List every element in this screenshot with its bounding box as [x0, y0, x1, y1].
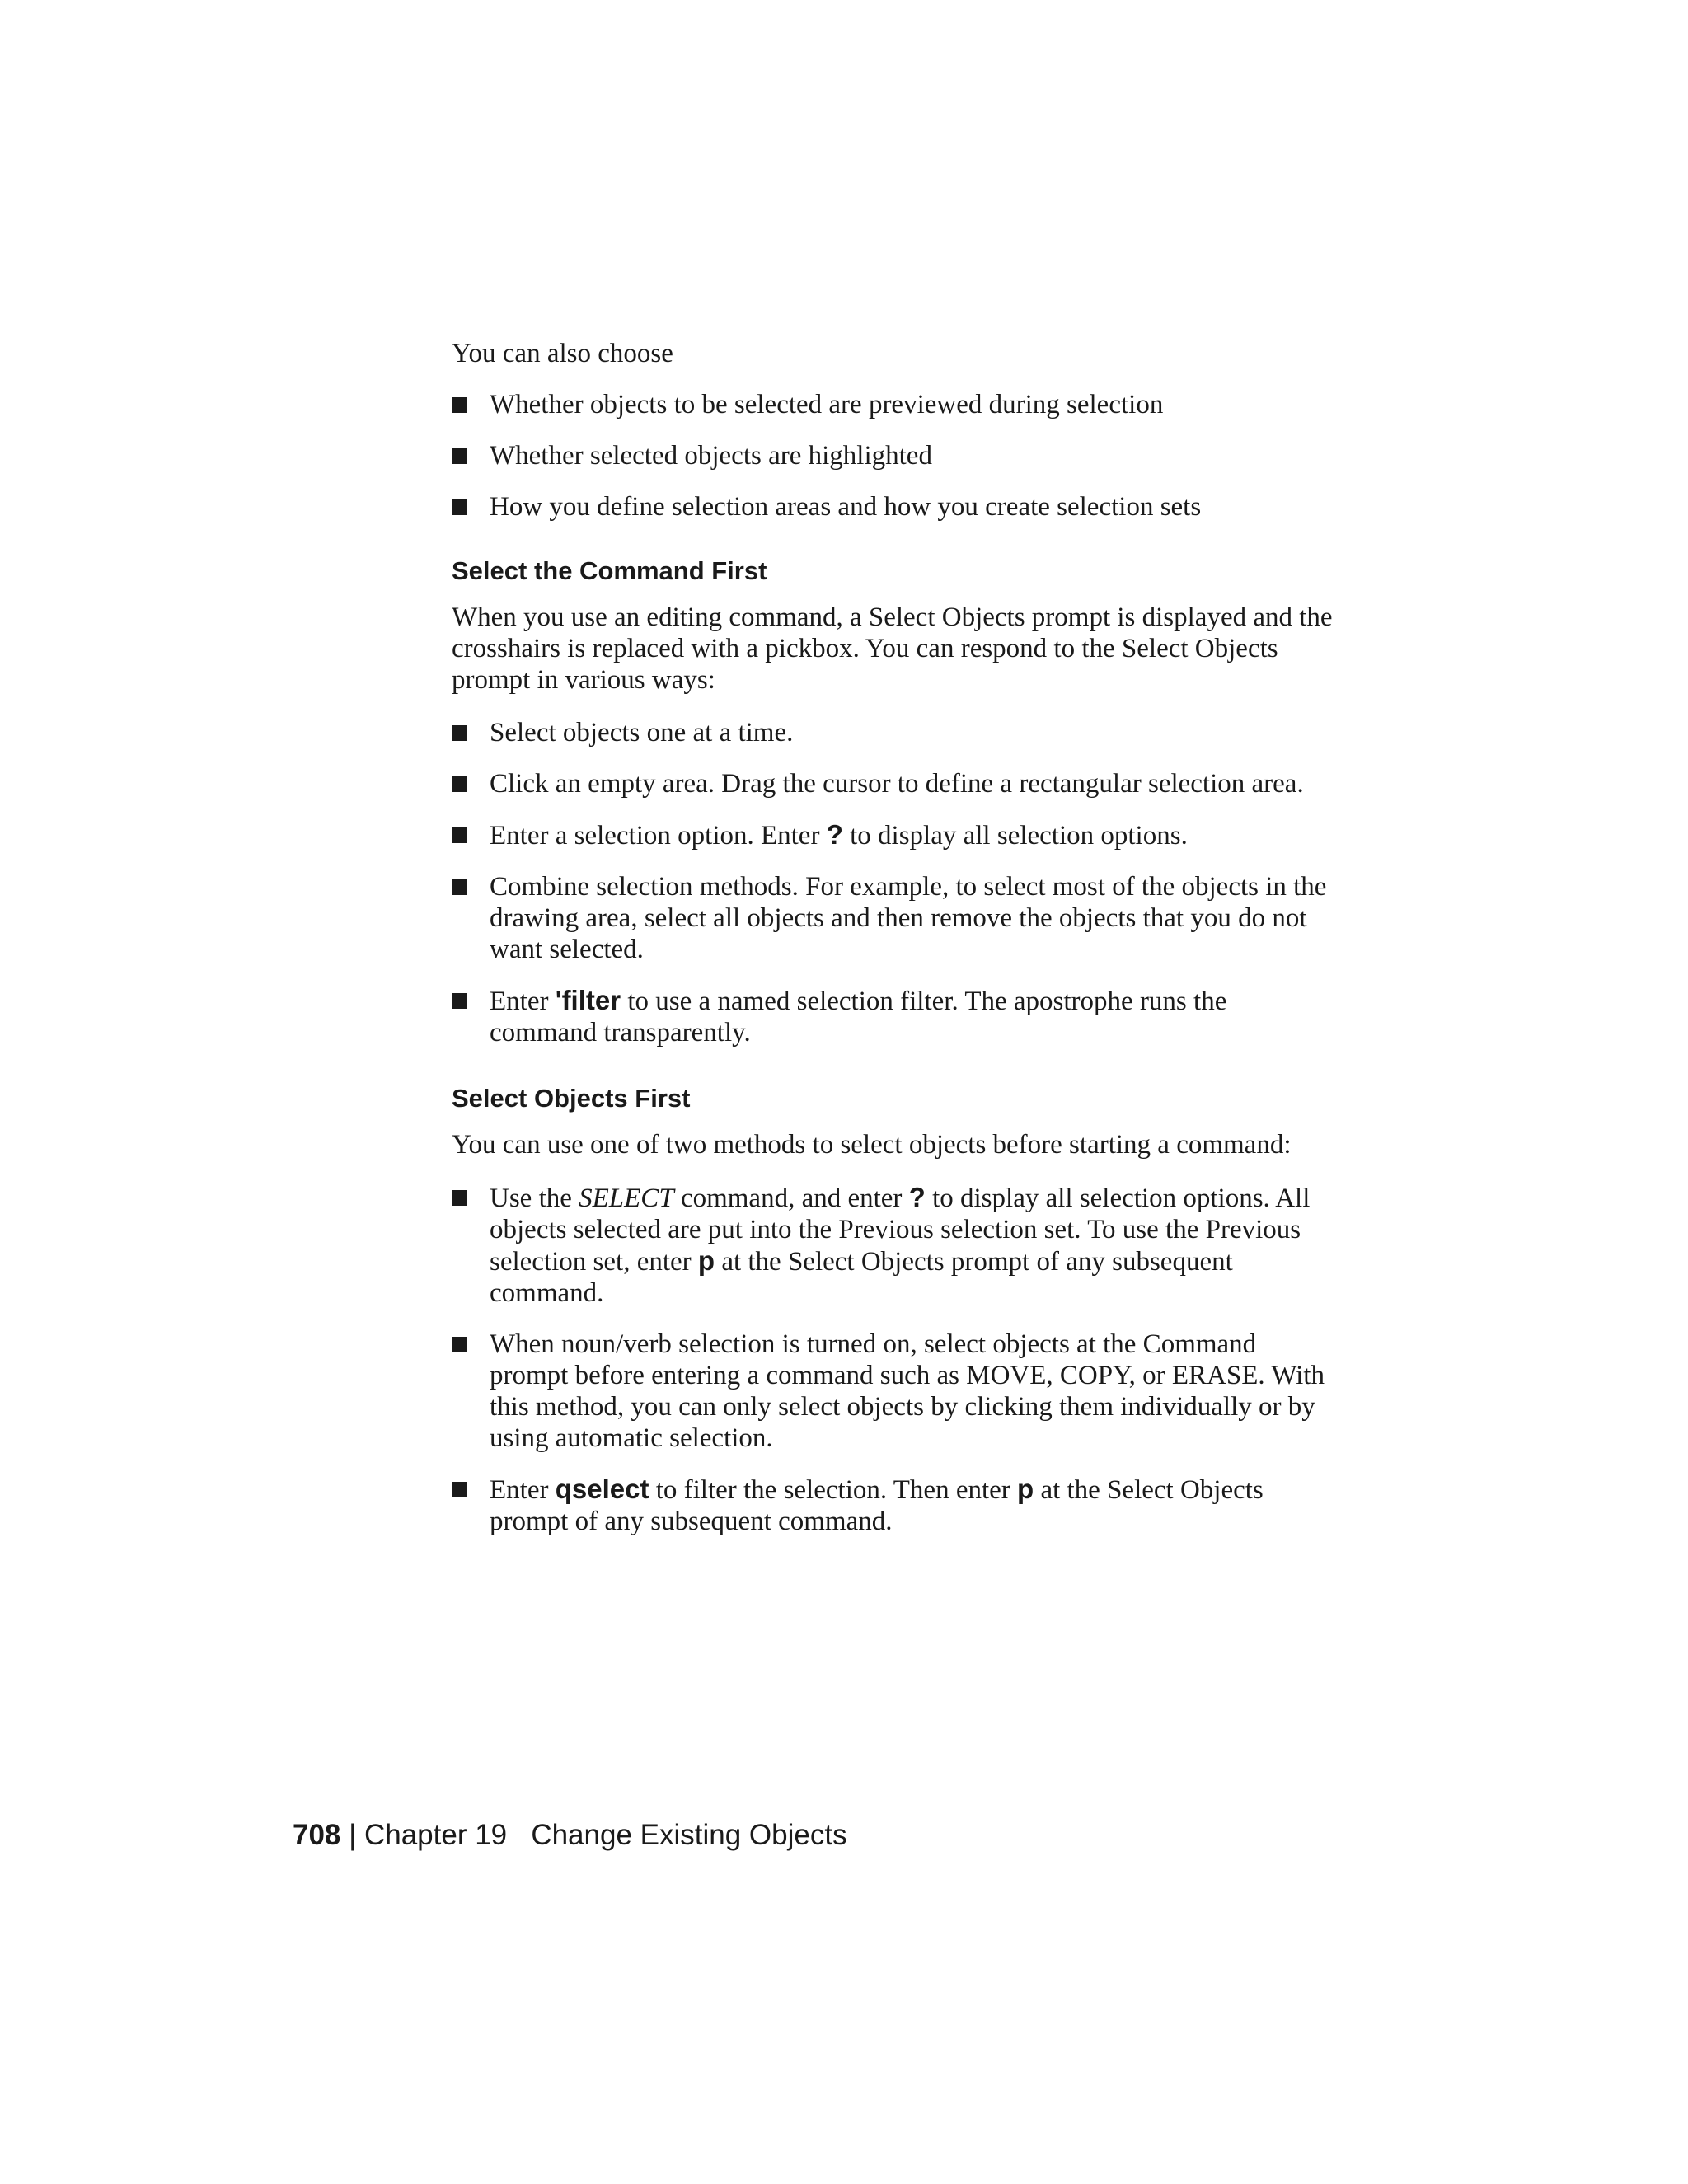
- command-name: SELECT: [579, 1183, 674, 1213]
- list-item-text: How you define selection areas and how you create selection sets: [490, 492, 1202, 522]
- footer-gap: [507, 1819, 531, 1851]
- list-item: [452, 768, 1334, 799]
- chapter-title: Change Existing Objects: [531, 1819, 847, 1851]
- list-item-text: at the Select Objects prompt of any subsequent command.: [490, 1247, 1233, 1308]
- section-heading-command-first: Select the Command First: [452, 556, 767, 585]
- square-bullet-icon: [452, 1337, 467, 1352]
- keyword: p: [1017, 1474, 1034, 1504]
- page-number: 708: [293, 1819, 341, 1851]
- square-bullet-icon: [452, 499, 467, 515]
- choose-list: [452, 389, 1334, 523]
- keyword: qselect: [555, 1474, 649, 1504]
- footer-separator: |: [340, 1819, 364, 1851]
- square-bullet-icon: [452, 1482, 467, 1497]
- list-item-text: Use the: [490, 1183, 579, 1213]
- section-body-objects-first: You can use one of two methods to select objects before starting a command:: [452, 1130, 1292, 1160]
- square-bullet-icon: [452, 725, 467, 741]
- square-bullet-icon: [452, 776, 467, 792]
- list-item-text: Enter: [490, 987, 556, 1016]
- square-bullet-icon: [452, 1190, 467, 1206]
- intro-text: You can also choose: [452, 339, 673, 368]
- list-item-text: Combine selection methods. For example, to select most of the objects in the drawing area, select all objects and then remove the objects that you do not want selected.: [490, 872, 1327, 964]
- list-item: [452, 491, 1334, 523]
- list-item: [452, 1182, 1334, 1309]
- list-item-text: to display all selection options. All objects selected are put into the Previous selection set. To use the Previous selection set, enter: [490, 1183, 1311, 1277]
- square-bullet-icon: [452, 397, 467, 413]
- list-item-text: command, and enter: [673, 1183, 909, 1213]
- section-body-command-first: When you use an editing command, a Select Objects prompt is displayed and the crosshairs is replaced with a pickbox. You can respond to the Select Objects prompt in various ways:: [452, 602, 1333, 695]
- square-bullet-icon: [452, 827, 467, 843]
- list-item-text: Select objects one at a time.: [490, 718, 794, 748]
- list-item-text: Whether selected objects are highlighted: [490, 441, 932, 471]
- square-bullet-icon: [452, 448, 467, 464]
- keyword: ?: [908, 1182, 926, 1212]
- list-item-text: Click an empty area. Drag the cursor to define a rectangular selection area.: [490, 769, 1304, 799]
- list-item-text: to filter the selection. Then enter: [649, 1475, 1018, 1505]
- list-item: [452, 819, 1334, 851]
- square-bullet-icon: [452, 993, 467, 1009]
- list-item: [452, 389, 1334, 420]
- page-content: [452, 338, 1334, 1557]
- list-item-text: to use a named selection filter. The apostrophe runs the command transparently.: [490, 987, 1227, 1047]
- list-item-text: Enter: [490, 1475, 556, 1505]
- list-item: [452, 440, 1334, 471]
- section-heading-objects-first: Select Objects First: [452, 1084, 691, 1113]
- list-item-text: When noun/verb selection is turned on, select objects at the Command prompt before entering a command such as MOVE, COPY, or ERASE. With this method, you can only select objects by clicking them individually or by using automatic selection.: [490, 1329, 1325, 1453]
- list-item-text: Whether objects to be selected are previewed during selection: [490, 390, 1164, 419]
- chapter-label: Chapter 19: [363, 1819, 508, 1851]
- list-item: [452, 1474, 1334, 1537]
- keyword: 'filter: [555, 985, 621, 1015]
- list-item-text: Enter a selection option. Enter: [490, 821, 827, 851]
- list-item: [452, 1329, 1334, 1454]
- list-item: [452, 717, 1334, 748]
- objects-first-list: [452, 1182, 1334, 1537]
- keyword: p: [697, 1245, 715, 1276]
- list-item: [452, 985, 1334, 1048]
- list-item: [452, 871, 1334, 965]
- page-footer: [293, 1818, 847, 1853]
- square-bullet-icon: [452, 879, 467, 895]
- command-first-list: [452, 717, 1334, 1048]
- keyword: ?: [826, 819, 843, 850]
- list-item-text: at the Select Objects prompt of any subsequent command.: [490, 1475, 1264, 1536]
- list-item-text: to display all selection options.: [842, 821, 1188, 851]
